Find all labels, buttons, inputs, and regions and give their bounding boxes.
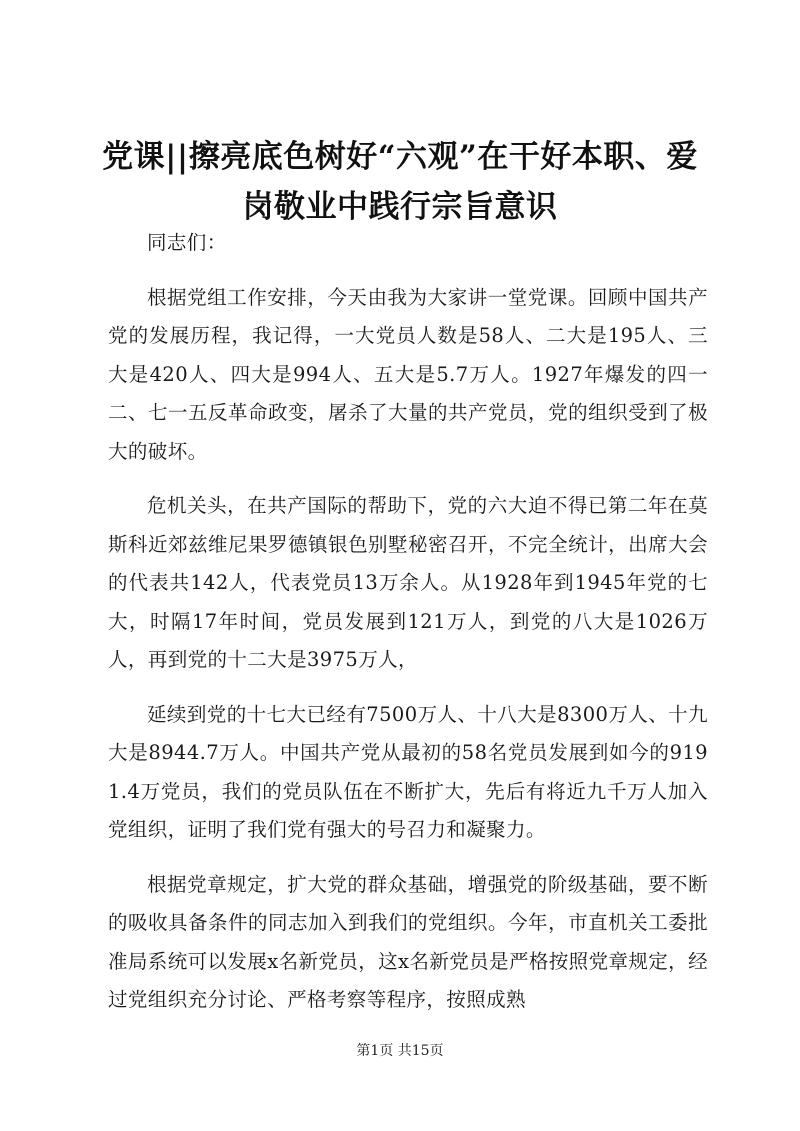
- document-body: [108, 224, 708, 1036]
- paragraph-1: 根据党组工作安排，今天由我为大家讲一堂党课。回顾中国共产党的发展历程，我记得，一大党员人数是58人、二大是195人、三大是420人、四大是994人、五大是5.7万人。1927年爆发的四一二、七一五反革命政变，屠杀了大量的共产党员，党的组织受到了极大的破坏。: [108, 285, 708, 463]
- paragraph-2: 危机关头，在共产国际的帮助下，党的六大迫不得已第二年在莫斯科近郊兹维尼果罗德镇银色别墅秘密召开，不完全统计，出席大会的代表共142人，代表党员13万余人。从1928年到1945年党的七大，时隔17年时间，党员发展到121万人，到党的八大是1026万人，再到党的十二大是3975万人，: [108, 494, 708, 671]
- paragraph-3: 延续到党的十七大已经有7500万人、十八大是8300万人、十九大是8944.7万人。中国共产党从最初的58名党员发展到如今的9191.4万党员，我们的党员队伍在不断扩大，先后有将近九千万人加入党组织，证明了我们党有强大的号召力和凝聚力。: [108, 702, 708, 841]
- greeting: 同志们：: [147, 231, 227, 254]
- paragraph-4: 根据党章规定，扩大党的群众基础，增强党的阶级基础，要不断的吸收具备条件的同志加入到我们的党组织。今年，市直机关工委批准局系统可以发展x名新党员，这x名新党员是严格按照党章规定，经过党组织充分讨论、严格考察等程序，按照成熟: [108, 872, 708, 1011]
- page-number-footer: 第1页 共15页: [356, 1043, 444, 1059]
- document-title: 党课||擦亮底色树好“六观”在干好本职、爱岗敬业中践行宗旨意识: [102, 139, 698, 225]
